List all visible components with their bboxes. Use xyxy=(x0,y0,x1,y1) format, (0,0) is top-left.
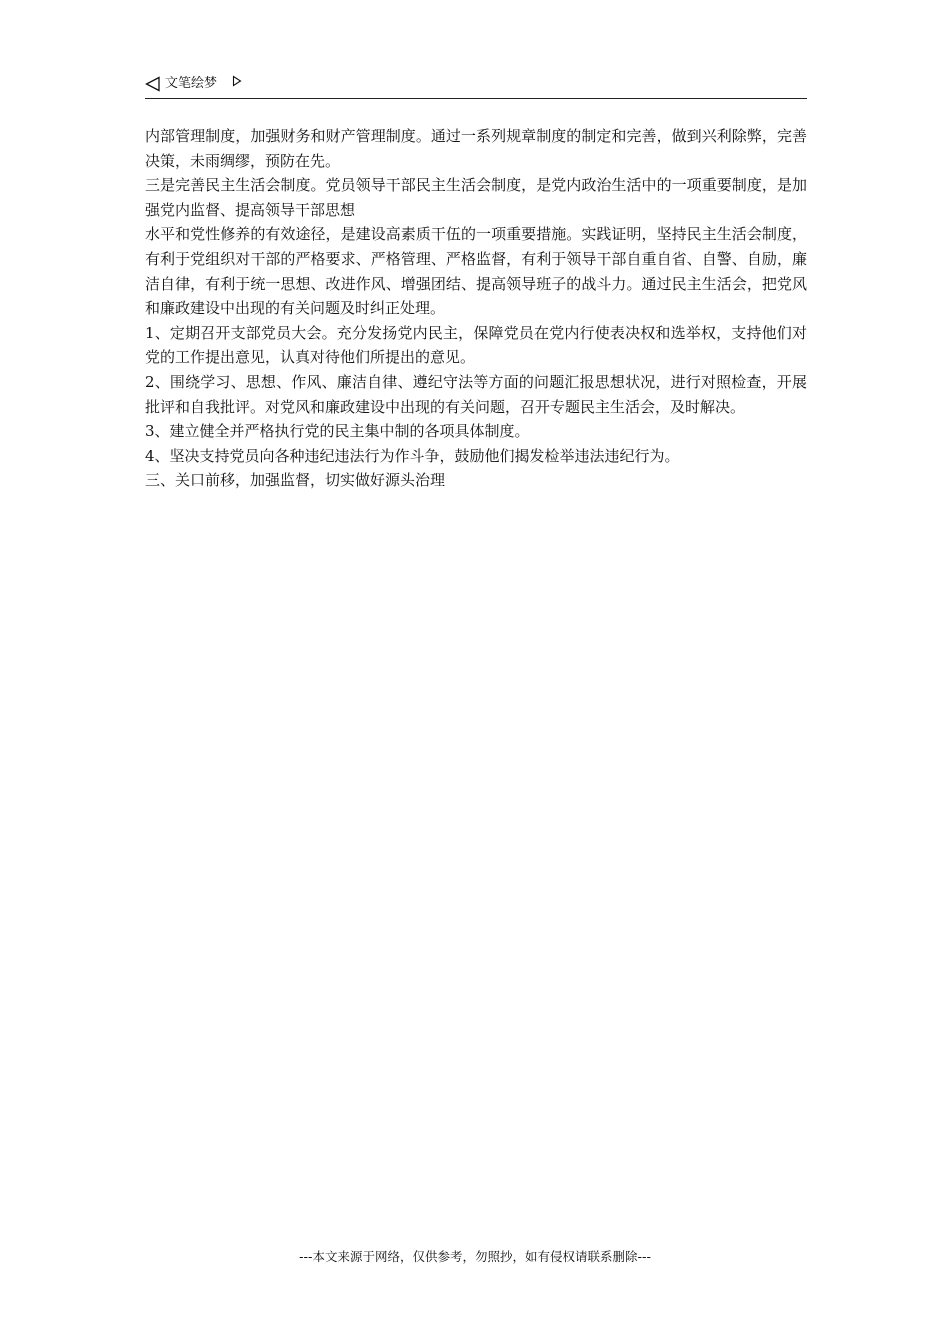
list-item: 3、建立健全并严格执行党的民主集中制的各项具体制度。 xyxy=(145,422,530,441)
list-item: 1、定期召开支部党员大会。充分发扬党内民主，保障党员在党内行使表决权和选举权，支持他们对党的工作提出意见，认真对待他们所提出的意见。 xyxy=(145,323,807,367)
list-item: 2、围绕学习、思想、作风、廉洁自律、遵纪守法等方面的问题汇报思想状况，进行对照检查，开展批评和自我批评。对党风和廉政建设中出现的有关问题，召开专题民主生活会，及时解决。 xyxy=(145,372,807,416)
paragraph: 水平和党性修养的有效途径，是建设高素质干伍的一项重要措施。实践证明，坚持民主生活会制度，有利于党组织对干部的严格要求、严格管理、严格监督，有利于领导干部自重自省、自警、自励，廉洁自律，有利于统一思想、改进作风、增强团结、提高领导班子的战斗力。通过民主生活会，把党风和廉政建设中出现的有关问题及时纠正处理。 xyxy=(145,225,807,318)
triangle-left-outline-icon xyxy=(145,76,161,92)
page-header xyxy=(145,72,807,99)
list-item: 4、坚决支持党员向各种违纪违法行为作斗争，鼓励他们揭发检举违法违纪行为。 xyxy=(145,446,680,465)
header-title: 文笔绘梦 xyxy=(165,76,218,91)
paragraph: 三是完善民主生活会制度。党员领导干部民主生活会制度，是党内政治生活中的一项重要制度，是加强党内监督、提高领导干部思想 xyxy=(145,176,807,219)
triangle-right-outline-icon xyxy=(232,75,242,87)
page-footer-disclaimer: ---本文来源于网络，仅供参考，勿照抄，如有侵权请联系删除--- xyxy=(298,1249,652,1264)
section-heading: 三、关口前移，加强监督，切实做好源头治理 xyxy=(145,471,446,490)
paragraph: 内部管理制度，加强财务和财产管理制度。通过一系列规章制度的制定和完善，做到兴利除弊，完善决策，未雨绸缪，预防在先。 xyxy=(145,127,807,170)
document-body xyxy=(145,124,807,493)
